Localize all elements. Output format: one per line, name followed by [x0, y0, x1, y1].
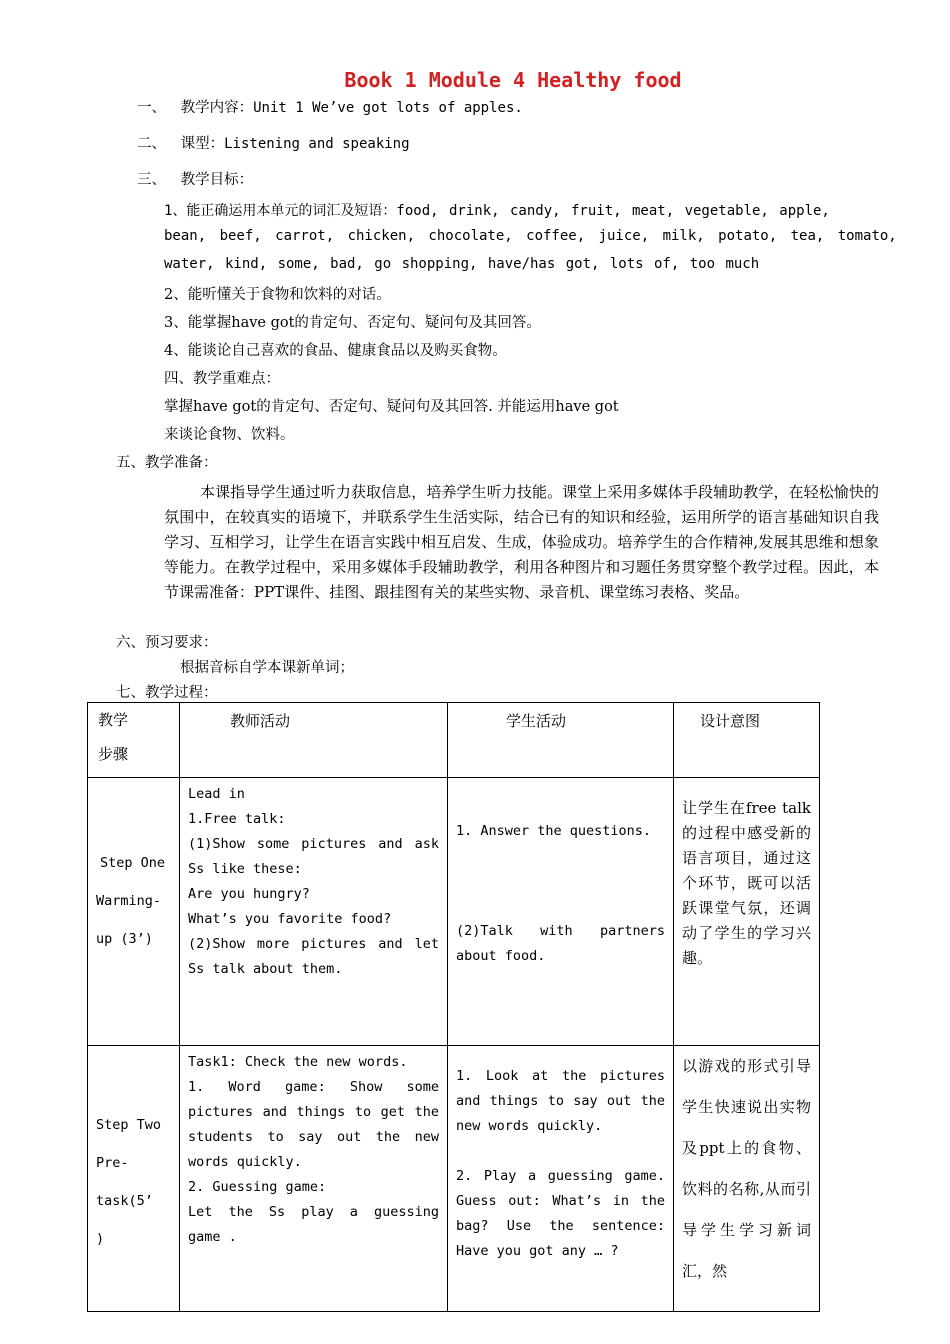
section-label: 课型：: [180, 136, 225, 152]
teacher-line: Let the Ss play a guessing game .: [188, 1204, 439, 1245]
section-number: 二、: [137, 136, 166, 152]
table-row: [88, 778, 820, 1046]
teacher-line: 1. Word game: Show some pictures and things to get the students to say out the new words quickly.: [188, 1079, 439, 1170]
preview-label: 六、预习要求：: [116, 635, 218, 651]
intent-cell: [674, 1046, 820, 1312]
goal-3: 3、能掌握have got的肯定句、否定句、疑问句及其回答。: [164, 315, 541, 331]
goal-2: 2、能听懂关于食物和饮料的对话。: [164, 287, 391, 303]
page-title: Book 1 Module 4 Healthy food: [344, 68, 682, 92]
student-line: 2. Play a guessing game. Guess out: What’s in the bag? Use the sentence: Have you got any … ?: [456, 1168, 665, 1259]
intent-text: 让学生在free talk的过程中感受新的语言项目，通过这个环节，既可以活跃课堂气氛，还调动了学生的学习兴趣。: [682, 799, 811, 967]
step-line: task(5’: [96, 1193, 153, 1209]
table-header-row: [88, 703, 820, 778]
table-row: [88, 1046, 820, 1312]
student-line: 1. Answer the questions.: [456, 823, 652, 839]
step-line: Step One: [100, 855, 166, 871]
section-goals: [137, 168, 253, 189]
step-cell: [88, 778, 180, 1046]
section-text: Unit 1 We’ve got lots of apples.: [253, 100, 523, 116]
step-line: ): [96, 1231, 105, 1247]
preview-text: 根据音标自学本课新单词；: [180, 660, 354, 676]
preparation-paragraph: 本课指导学生通过听力获取信息，培养学生听力技能。课堂上采用多媒体手段辅助教学，在轻松愉快的氛围中，在较真实的语境下，并联系学生生活实际，结合已有的知识和经验，运用所学的语言基础知识自我学习、互相学习，让学生在语言实践中相互启发、生成，体验成功。培养学生的合作精神,发展其思维和想象等能力。在教学过程中，采用多媒体手段辅助教学，利用各种图片和习题任务贯穿整个教学过程。因此，本节课需准备：PPT课件、挂图、跟挂图有关的某些实物、录音机、课堂练习表格、奖品。: [164, 483, 879, 601]
header-intent: [674, 703, 820, 778]
key-points-line-1: 掌握have got的肯定句、否定句、疑问句及其回答. 并能运用have got: [164, 399, 619, 415]
process-label: 七、教学过程：: [116, 685, 218, 701]
teacher-line: 2. Guessing game:: [188, 1179, 327, 1195]
key-points-label: 四、教学重难点：: [164, 371, 280, 387]
header-student: [448, 703, 674, 778]
goal-1-line-2: bean, beef, carrot, chicken, chocolate, coffee, juice, milk, potato, tea, tomato,: [164, 228, 897, 244]
header-teacher-label: 教师活动: [230, 712, 291, 730]
key-points-line-2: 来谈论食物、饮料。: [164, 427, 295, 443]
student-line: (2)Talk with partners about food.: [456, 923, 665, 964]
section-label: 教学目标：: [180, 172, 254, 188]
student-activity-cell: [448, 1046, 674, 1312]
section-label: 教学内容：: [180, 100, 254, 116]
goal-4: 4、能谈论自己喜欢的食品、健康食品以及购买食物。: [164, 343, 507, 359]
teacher-line: Lead in: [188, 786, 245, 802]
step-line: Warming-: [96, 893, 162, 909]
header-step-line-2: 步骤: [98, 745, 129, 763]
header-intent-label: 设计意图: [700, 712, 761, 730]
teacher-line: Are you hungry?: [188, 886, 310, 902]
step-line: up (3’): [96, 931, 153, 947]
header-teacher: [180, 703, 448, 778]
header-student-label: 学生活动: [506, 712, 567, 730]
header-step-line-1: 教学: [98, 711, 129, 729]
section-content: [137, 96, 523, 117]
goal-1-line-3: water, kind, some, bad, go shopping, have/has got, lots of, too much: [164, 256, 760, 272]
goal-1-line-1: 1、能正确运用本单元的词汇及短语：food, drink, candy, fruit, meat, vegetable, apple,: [164, 203, 830, 219]
section-type: [137, 132, 410, 153]
teacher-line: (2)Show more pictures and let Ss talk about them.: [188, 936, 439, 977]
teacher-activity-cell: [180, 778, 448, 1046]
teacher-line: 1.Free talk:: [188, 811, 286, 827]
step-line: Pre-: [96, 1155, 129, 1171]
preparation-label: 五、教学准备：: [116, 455, 218, 471]
teaching-process-table: [87, 702, 820, 1312]
section-number: 一、: [137, 100, 166, 116]
teacher-line: Task1: Check the new words.: [188, 1054, 408, 1070]
step-cell: [88, 1046, 180, 1312]
intent-cell: [674, 778, 820, 1046]
step-line: Step Two: [96, 1117, 162, 1133]
section-text: Listening and speaking: [224, 136, 410, 152]
student-activity-cell: [448, 778, 674, 1046]
teacher-line: (1)Show some pictures and ask Ss like these:: [188, 836, 439, 877]
teacher-line: What’s you favorite food?: [188, 911, 392, 927]
student-line: 1. Look at the pictures and things to say out the new words quickly.: [456, 1068, 665, 1134]
header-step: [88, 703, 180, 778]
intent-text: 以游戏的形式引导学生快速说出实物及ppt上的食物、饮料的名称,从而引导学生学习新词汇，然: [682, 1057, 811, 1280]
section-number: 三、: [137, 172, 166, 188]
teacher-activity-cell: [180, 1046, 448, 1312]
